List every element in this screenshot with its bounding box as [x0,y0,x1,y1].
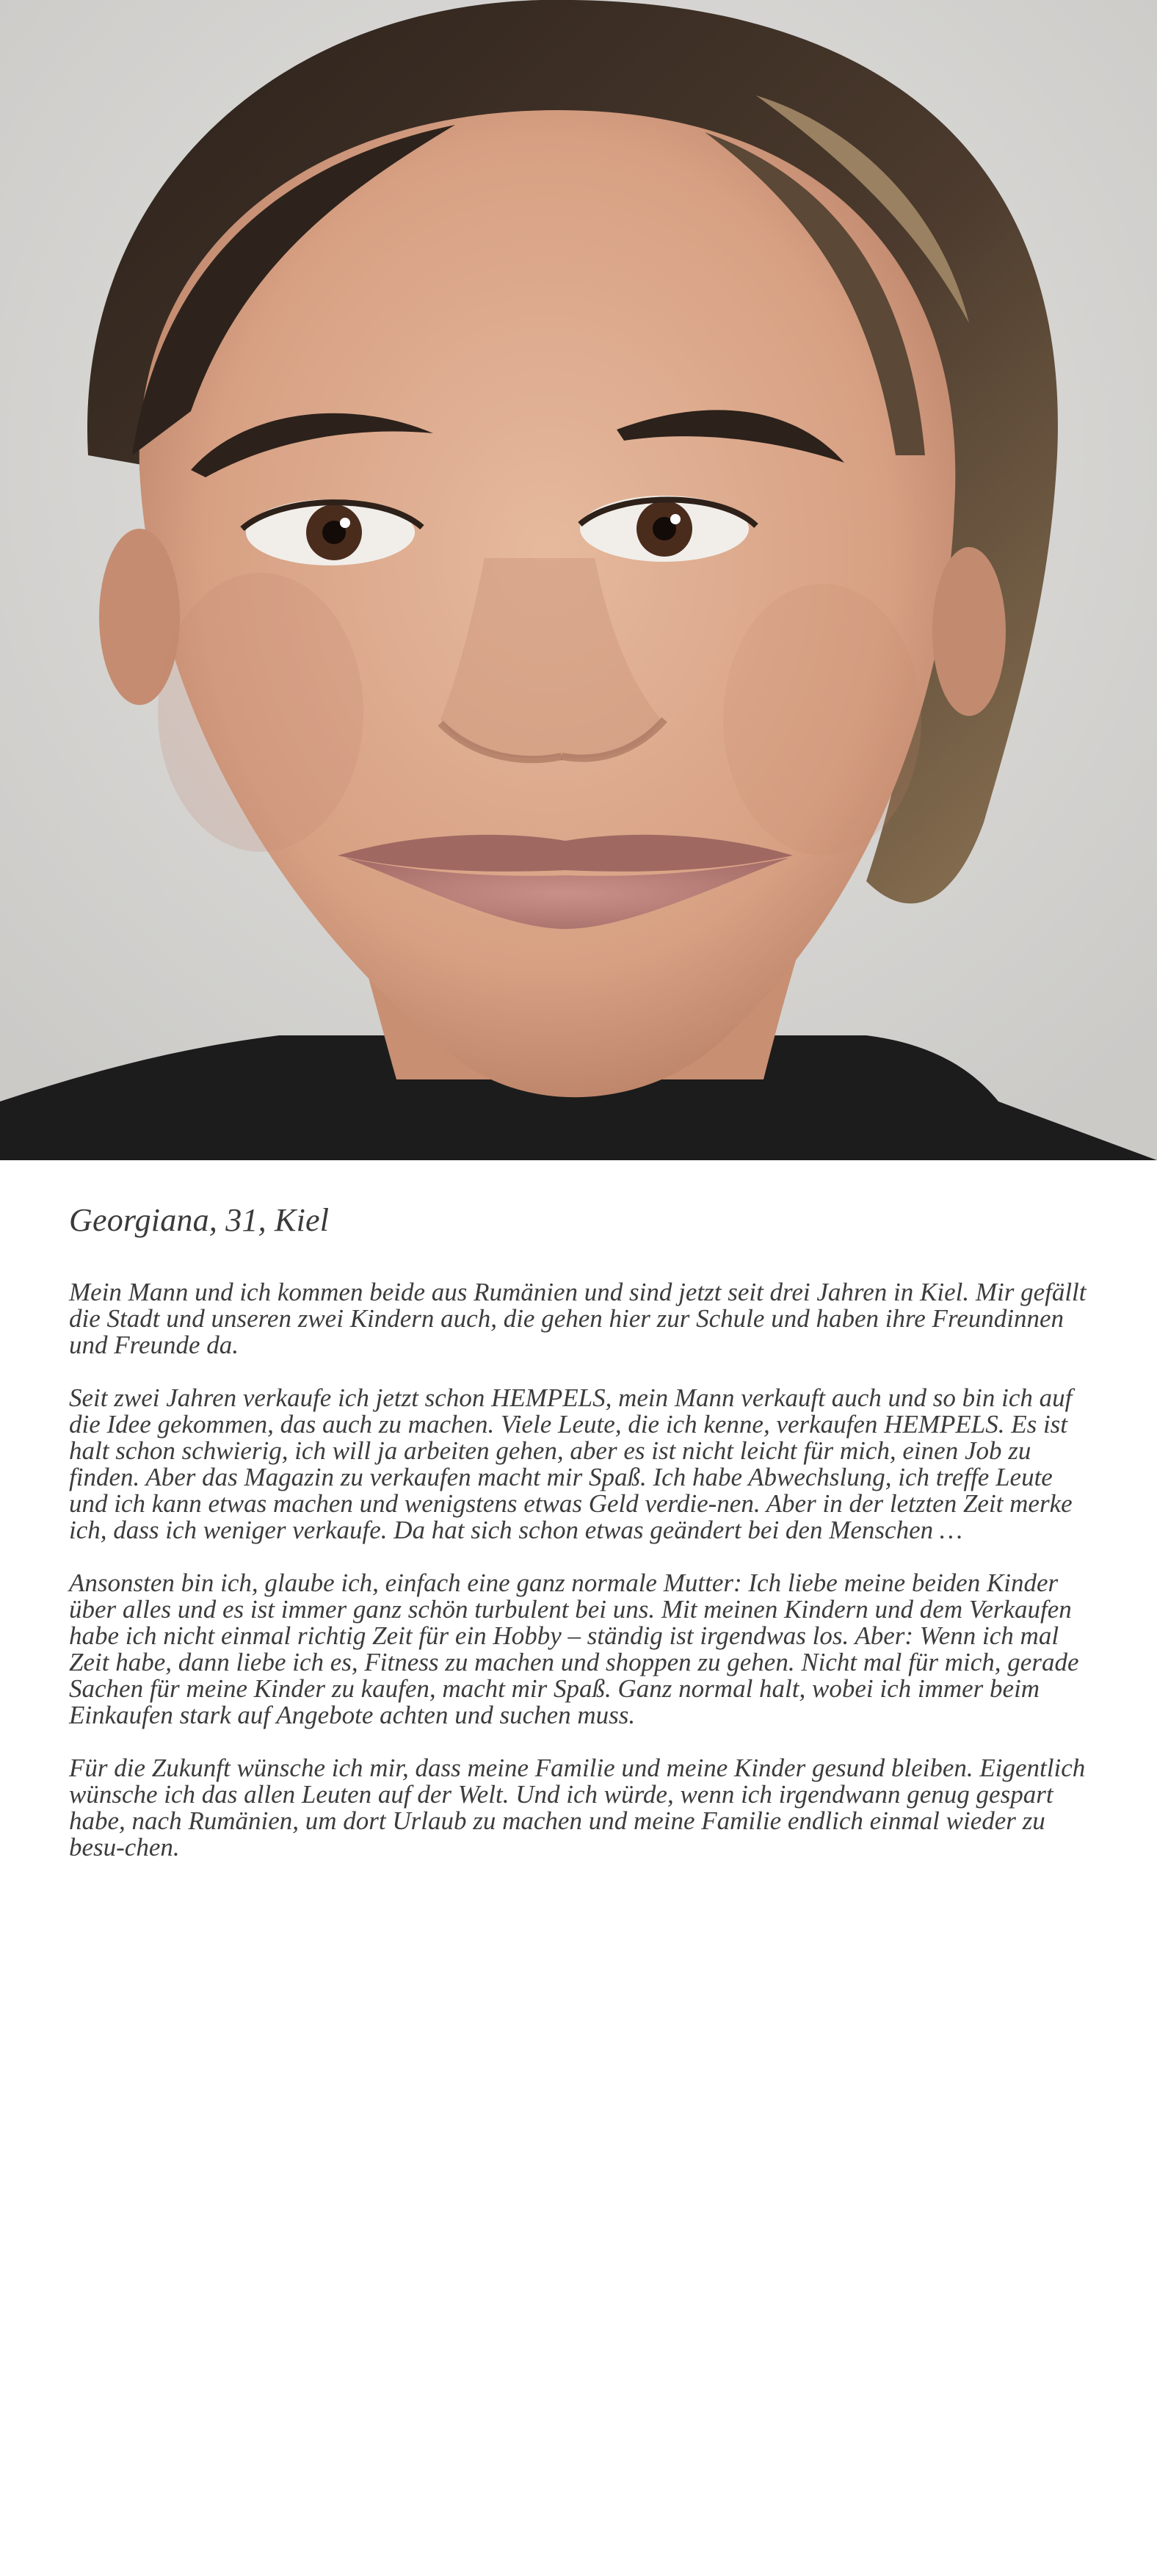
article-paragraph: Für die Zukunft wünsche ich mir, dass meine Familie und meine Kinder gesund bleiben. Eigentlich wünsche ich das allen Leuten auf der Welt. Und ich würde, wenn ich irgendwann genug gespart habe, nach Rumänien, um dort Urlaub zu machen und meine Familie endlich einmal wieder zu besu-chen. [69,1754,1086,1862]
portrait-photo [0,0,1157,1160]
portrait-photo-icon [0,0,1157,1160]
article-paragraph: Seit zwei Jahren verkaufe ich jetzt schon HEMPELS, mein Mann verkauft auch und so bin ich auf die Idee gekommen, das auch zu machen. Viele Leute, die ich kenne, verkaufen HEMPELS. Es ist halt schon schwierig, ich will ja arbeiten gehen, aber es ist nicht leicht für mich, einen Job zu finden. Aber das Magazin zu verkaufen macht mir Spaß. Ich habe Abwechslung, ich treffe Leute und ich kann etwas machen und wenigstens etwas Geld verdie-nen. Aber in der letzten Zeit merke ich, dass ich weniger verkaufe. Da hat sich schon etwas geändert bei den Menschen … [69,1383,1073,1544]
article-title: Georgiana, 31, Kiel [69,1202,330,1238]
article [69,1201,1097,1887]
article-paragraph: Mein Mann und ich kommen beide aus Rumänien und sind jetzt seit drei Jahren in Kiel. Mir gefällt die Stadt und unseren zwei Kindern auch, die gehen hier zur Schule und haben ihre Freundinnen und Freunde da. [69,1278,1087,1359]
article-paragraph: Ansonsten bin ich, glaube ich, einfach eine ganz normale Mutter: Ich liebe meine beiden Kinder über alles und es ist immer ganz schön turbulent bei uns. Mit meinen Kindern und dem Verkaufen habe ich nicht einmal richtig Zeit für ein Hobby – ständig ist irgendwas los. Aber: Wenn ich mal Zeit habe, dann liebe ich es, Fitness zu machen und shoppen zu gehen. Nicht mal für mich, gerade Sachen für meine Kinder zu kaufen, macht mir Spaß. Ganz normal halt, wobei ich immer beim Einkaufen stark auf Angebote achten und suchen muss. [69,1569,1079,1729]
